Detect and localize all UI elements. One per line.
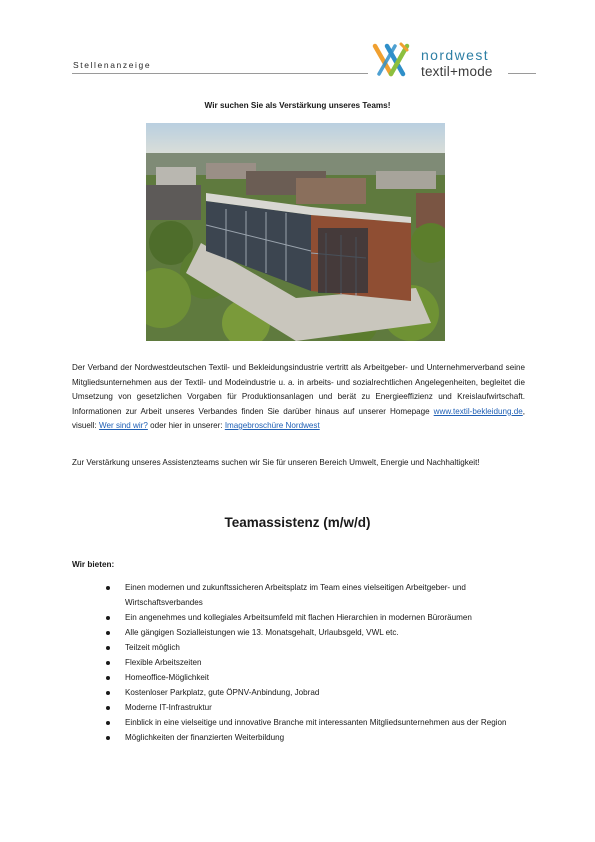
bullet-icon [106,736,110,740]
list-item: Einblick in eine vielseitige und innovative Branche mit interessanten Mitgliedsunternehmen aus der Region [72,716,512,731]
brand-name-line2: textil+mode [421,64,493,79]
about-us-link[interactable]: Wer sind wir? [99,421,148,430]
bullet-icon [106,721,110,725]
list-item: Alle gängigen Sozialleistungen wie 13. Monatsgehalt, Urlaubsgeld, VWL etc. [72,626,512,641]
benefits-list [72,581,512,747]
brochure-link[interactable]: Imagebroschüre Nordwest [224,421,320,430]
list-item: Moderne IT-Infrastruktur [72,701,512,716]
bullet-icon [106,631,110,635]
list-item: Einen modernen und zukunftssicheren Arbeitsplatz im Team eines vielseitigen Arbeitgeber- und Wirtschaftsverbandes [72,581,512,610]
office-building-photo [146,123,445,341]
intro-heading: Wir suchen Sie als Verstärkung unseres Teams! [204,101,391,110]
job-title: Teamassistenz (m/w/d) [224,515,371,530]
association-text-1: Der Verband der Nordwestdeutschen Textil- und Bekleidungsindustrie vertritt als Arbeitgeber- und Unternehmerverband seine Mitgliedsunternehmen aus der Textil- und Modeindustrie u. a. in arbeits- und sozialrechtlichen Angelegenheiten, begleitet die Umsetzung von gesetzlichen Vorgaben für Produktionsanlagen und berät zu Energieeffizienz und Kreislaufwirtschaft. Informationen zur Arbeit unseres Verbandes finden Sie darüber hinaus auf unserer Homepage [72,363,525,416]
bullet-icon [106,661,110,665]
document-type-label: Stellenanzeige [73,60,152,70]
nordwest-logo-icon [371,40,411,80]
offer-heading: Wir bieten: [72,560,115,569]
brand-name-line1: nordwest [421,47,490,63]
header-divider [72,73,368,74]
bullet-icon [106,691,110,695]
bullet-icon [106,586,110,590]
team-description: Zur Verstärkung unseres Assistenzteams suchen wir Sie für unseren Bereich Umwelt, Energie und Nachhaltigkeit! [72,458,480,467]
bullet-icon [106,616,110,620]
bullet-icon [106,706,110,710]
list-item: Homeoffice-Möglichkeit [72,671,512,686]
bullet-icon [106,646,110,650]
list-item: Kostenloser Parkplatz, gute ÖPNV-Anbindung, Jobrad [72,686,512,701]
header-divider-right [508,73,536,74]
association-text-3: oder hier in unserer: [147,421,225,430]
association-text-2: , visuell: [72,406,525,430]
list-item: Flexible Arbeitszeiten [72,656,512,671]
bullet-icon [106,676,110,680]
list-item: Möglichkeiten der finanzierten Weiterbildung [72,731,512,746]
homepage-link[interactable]: www.textil-bekleidung.de [433,406,523,416]
list-item: Teilzeit möglich [72,641,512,656]
association-description [72,361,525,434]
list-item: Ein angenehmes und kollegiales Arbeitsumfeld mit flachen Hierarchien in modernen Büroräumen [72,611,512,626]
